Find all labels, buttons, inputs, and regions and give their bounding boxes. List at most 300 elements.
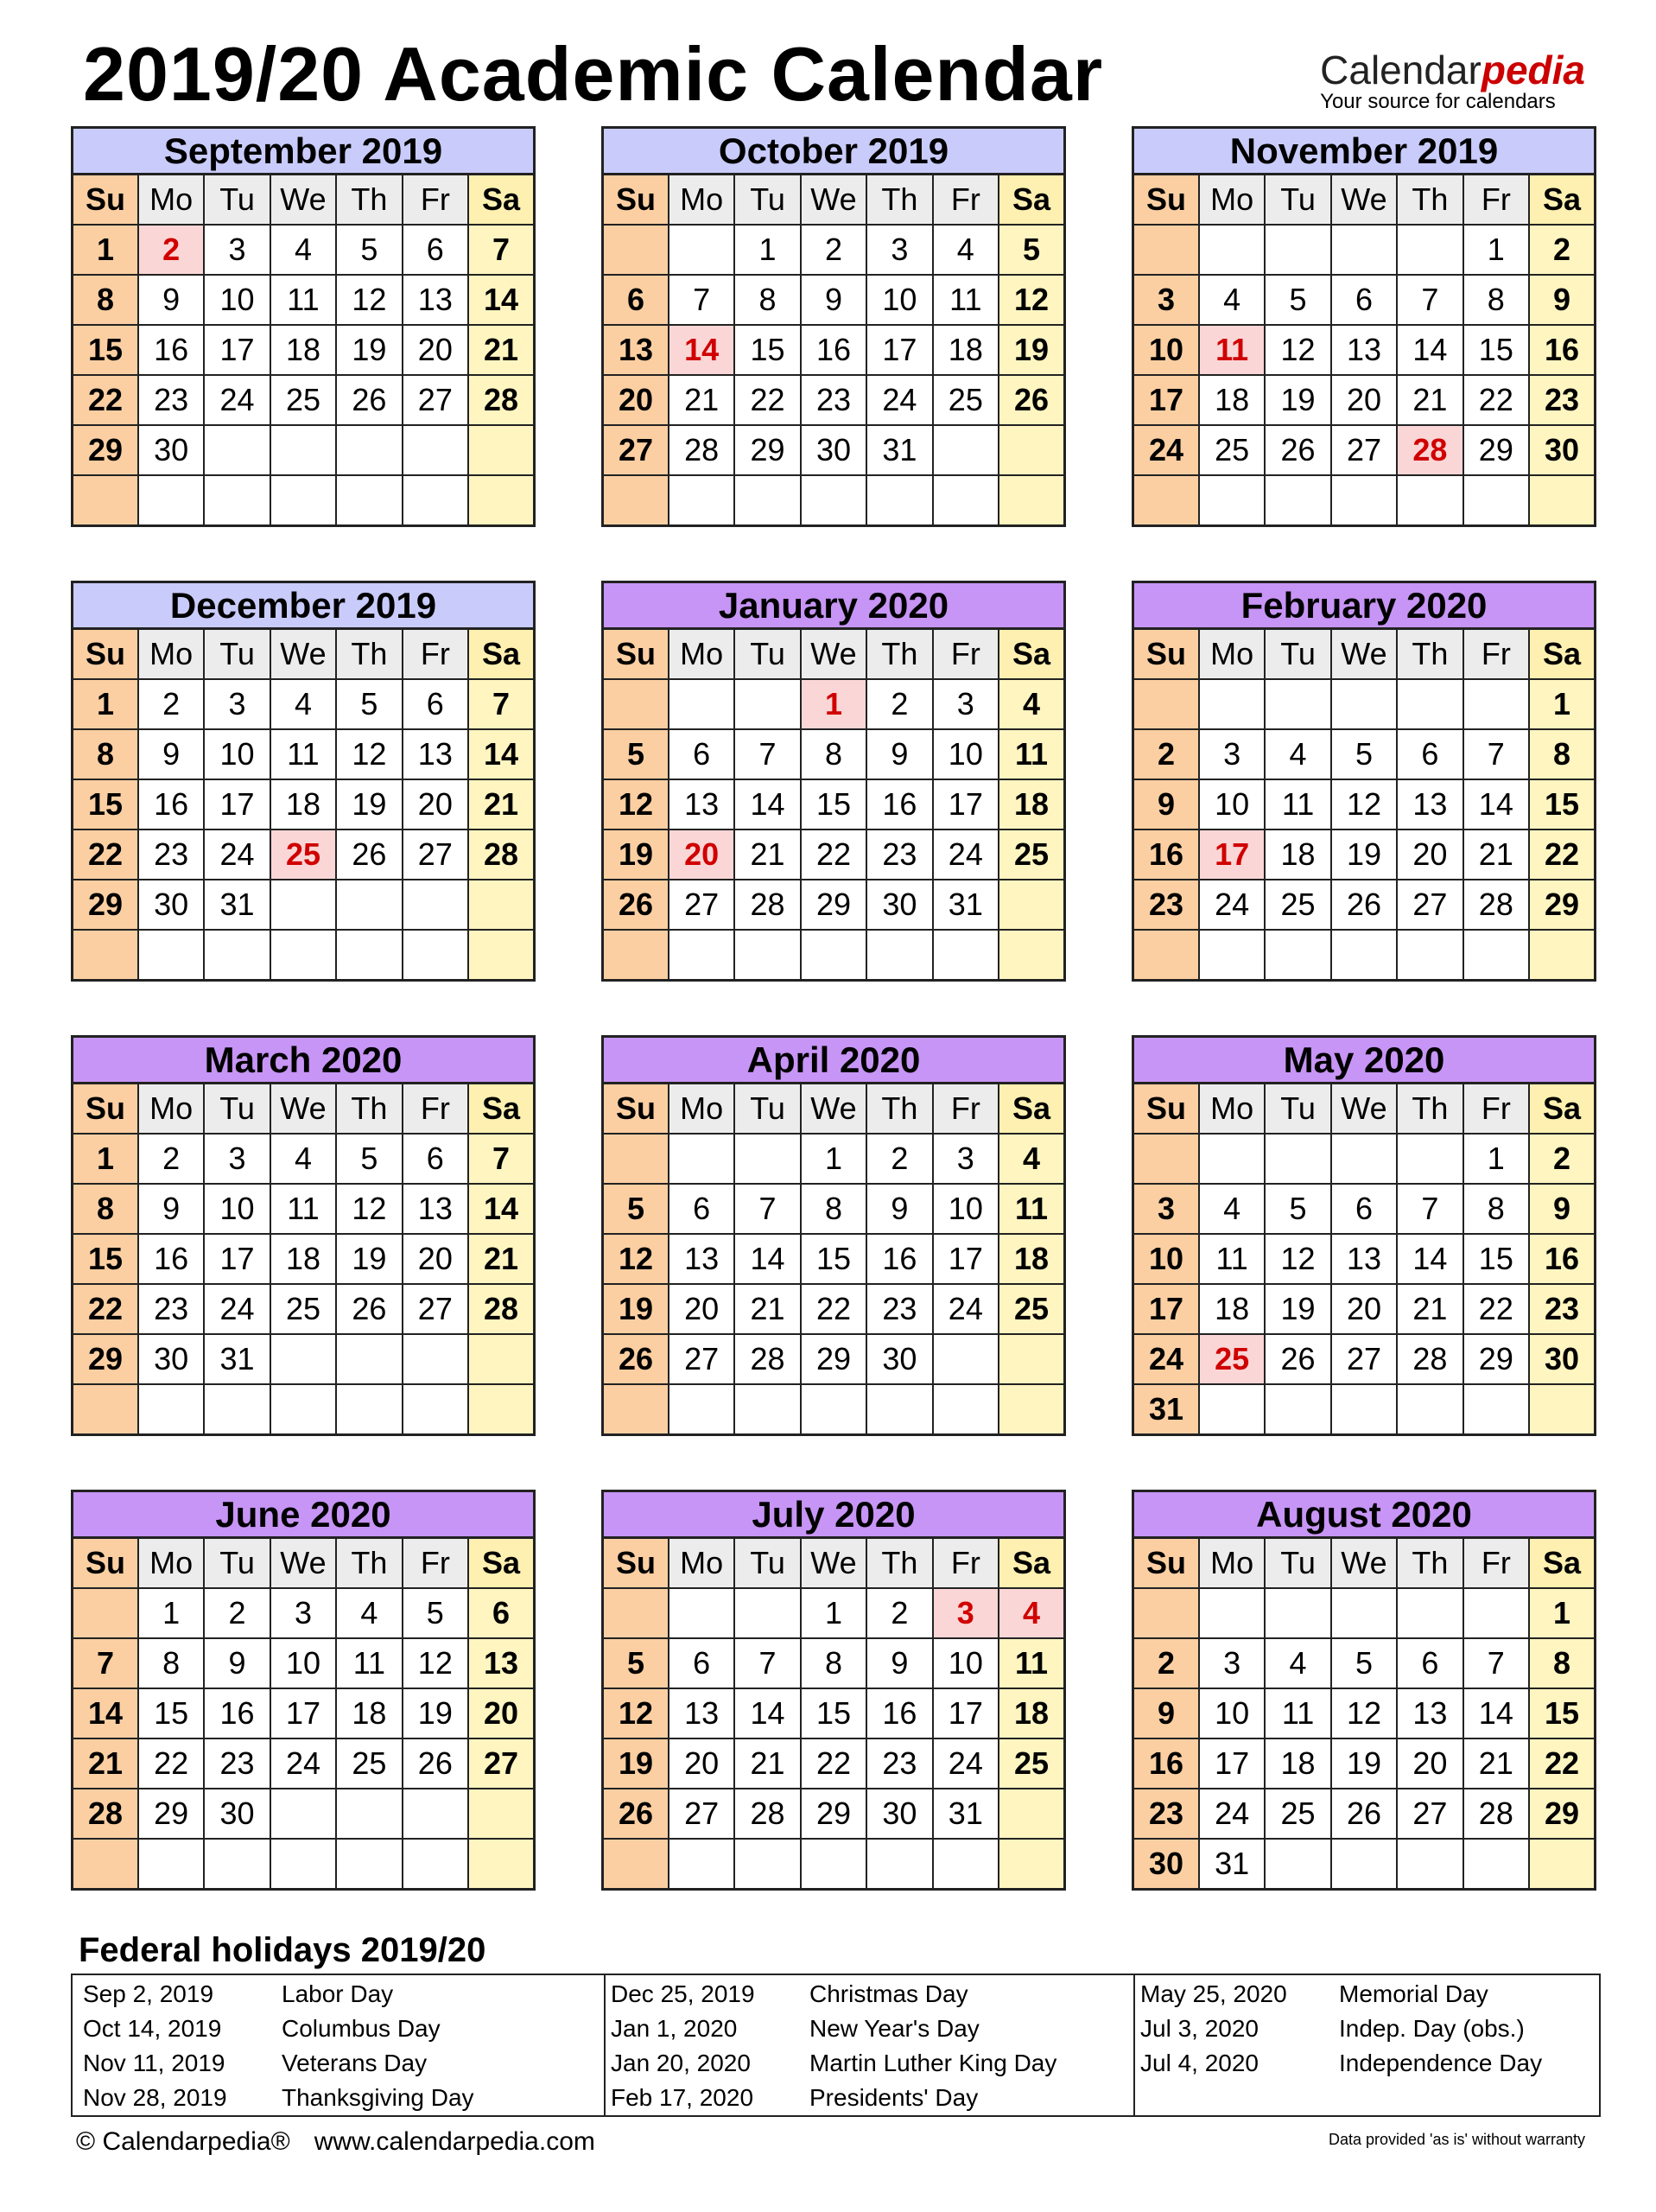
day-cell: 8 (73, 729, 138, 779)
weekday-header: Tu (734, 1538, 800, 1589)
week-row (73, 325, 535, 375)
weekday-header: Fr (403, 175, 468, 226)
day-cell: 16 (1133, 830, 1199, 880)
holiday-row (78, 2081, 562, 2115)
weekday-header-row (73, 1084, 535, 1135)
empty-cell (866, 475, 932, 526)
day-cell: 13 (403, 729, 468, 779)
empty-cell (669, 1384, 734, 1435)
weekday-header: Fr (1463, 175, 1529, 226)
brand-name: Calendarpedia (1320, 48, 1585, 92)
weekday-header-row (1133, 1084, 1596, 1135)
empty-cell (669, 1839, 734, 1890)
day-cell: 1 (801, 1134, 866, 1184)
day-cell: 5 (999, 225, 1064, 275)
empty-cell (999, 1839, 1064, 1890)
day-cell: 17 (204, 779, 270, 830)
empty-cell (603, 1588, 669, 1638)
empty-cell (1397, 1134, 1462, 1184)
month-title: December 2019 (71, 581, 536, 630)
week-row (603, 729, 1065, 779)
holiday-name: Thanksgiving Day (282, 2084, 474, 2111)
week-row (603, 679, 1065, 729)
day-cell: 15 (1529, 779, 1595, 830)
empty-cell (270, 1789, 336, 1839)
empty-cell (204, 475, 270, 526)
empty-cell (1199, 1384, 1265, 1435)
day-cell: 10 (933, 1184, 999, 1234)
day-cell: 15 (138, 1688, 204, 1738)
day-cell: 19 (336, 1234, 402, 1284)
holiday-name: Independence Day (1339, 2050, 1543, 2076)
empty-cell (403, 475, 468, 526)
day-cell: 28 (73, 1789, 138, 1839)
month-calendar (71, 581, 536, 982)
day-cell: 2 (801, 225, 866, 275)
day-cell: 27 (669, 1789, 734, 1839)
week-row (603, 1234, 1065, 1284)
day-cell: 17 (204, 325, 270, 375)
empty-cell (1331, 1384, 1397, 1435)
day-cell: 21 (468, 779, 534, 830)
day-cell: 28 (1463, 1789, 1529, 1839)
day-cell: 31 (1133, 1384, 1199, 1435)
day-cell: 5 (1265, 1184, 1330, 1234)
day-cell: 14 (1397, 325, 1462, 375)
day-cell: 29 (1529, 880, 1595, 930)
week-row (1133, 425, 1596, 475)
day-cell: 7 (669, 275, 734, 325)
website-link[interactable]: www.calendarpedia.com (314, 2127, 595, 2156)
day-cell: 9 (1133, 1688, 1199, 1738)
day-cell: 7 (468, 1134, 534, 1184)
weekday-header-row (1133, 629, 1596, 680)
empty-cell (801, 475, 866, 526)
day-cell: 18 (1199, 375, 1265, 425)
day-cell: 5 (1331, 729, 1397, 779)
holiday-row (78, 2046, 562, 2081)
day-cell: 9 (866, 1184, 932, 1234)
day-cell: 8 (73, 275, 138, 325)
day-cell: 10 (1133, 1234, 1199, 1284)
week-row (603, 1334, 1065, 1384)
day-cell: 15 (73, 779, 138, 830)
weekday-header: Su (603, 629, 669, 680)
day-cell: 5 (1265, 275, 1330, 325)
day-cell: 4 (999, 679, 1064, 729)
day-cell: 22 (801, 830, 866, 880)
empty-cell (270, 1384, 336, 1435)
month-title: June 2020 (71, 1490, 536, 1539)
empty-cell (403, 880, 468, 930)
day-cell: 29 (1529, 1789, 1595, 1839)
day-cell: 6 (603, 275, 669, 325)
day-cell: 6 (403, 1134, 468, 1184)
month-table (1132, 173, 1596, 527)
day-cell: 11 (270, 1184, 336, 1234)
day-cell: 2 (1133, 729, 1199, 779)
week-row (603, 225, 1065, 275)
empty-cell (138, 930, 204, 981)
day-cell: 17 (866, 325, 932, 375)
weekday-header: Tu (204, 629, 270, 680)
weekday-header: Mo (669, 1538, 734, 1589)
day-cell: 18 (999, 1688, 1064, 1738)
day-cell: 15 (801, 779, 866, 830)
day-cell: 21 (468, 325, 534, 375)
day-cell: 29 (801, 1334, 866, 1384)
month-title: September 2019 (71, 126, 536, 175)
day-cell: 16 (138, 779, 204, 830)
month-table (601, 173, 1066, 527)
day-cell: 17 (270, 1688, 336, 1738)
empty-cell (999, 1384, 1064, 1435)
empty-cell (734, 1588, 800, 1638)
empty-cell (1397, 475, 1462, 526)
day-cell: 19 (336, 779, 402, 830)
day-cell: 29 (734, 425, 800, 475)
day-cell: 24 (933, 830, 999, 880)
day-cell: 19 (403, 1688, 468, 1738)
weekday-header: Mo (1199, 629, 1265, 680)
empty-cell (603, 225, 669, 275)
weekday-header: Th (336, 175, 402, 226)
empty-cell (1133, 225, 1199, 275)
day-cell: 9 (138, 729, 204, 779)
weekday-header: We (801, 175, 866, 226)
week-row (1133, 1738, 1596, 1789)
day-cell: 30 (866, 1789, 932, 1839)
weekday-header: Su (603, 1084, 669, 1135)
month-calendar (71, 1490, 536, 1891)
holiday-name: Labor Day (282, 1980, 394, 2007)
week-row (73, 475, 535, 526)
empty-cell (999, 1789, 1064, 1839)
day-cell: 25 (270, 1284, 336, 1334)
holiday-date: Feb 17, 2020 (611, 2084, 754, 2111)
day-cell: 5 (336, 1134, 402, 1184)
week-row (603, 275, 1065, 325)
day-cell: 11 (999, 1184, 1064, 1234)
day-cell: 26 (336, 1284, 402, 1334)
day-cell: 12 (1265, 1234, 1330, 1284)
day-cell: 16 (138, 1234, 204, 1284)
holiday-name: Columbus Day (282, 2015, 441, 2042)
week-row (73, 425, 535, 475)
day-cell: 23 (866, 830, 932, 880)
day-cell: 6 (1397, 1638, 1462, 1688)
week-row (603, 1284, 1065, 1334)
day-cell: 21 (73, 1738, 138, 1789)
day-cell: 4 (1265, 729, 1330, 779)
day-cell: 3 (1133, 275, 1199, 325)
day-cell: 22 (138, 1738, 204, 1789)
day-cell: 23 (1133, 1789, 1199, 1839)
day-cell: 6 (1331, 1184, 1397, 1234)
empty-cell (933, 930, 999, 981)
day-cell: 24 (204, 830, 270, 880)
day-cell: 18 (270, 1234, 336, 1284)
empty-cell (1397, 679, 1462, 729)
day-cell: 8 (801, 1184, 866, 1234)
day-cell: 24 (1133, 1334, 1199, 1384)
day-cell: 28 (734, 1334, 800, 1384)
day-cell: 27 (468, 1738, 534, 1789)
empty-cell (603, 679, 669, 729)
empty-cell (336, 930, 402, 981)
weekday-header: Fr (1463, 1538, 1529, 1589)
day-cell: 9 (801, 275, 866, 325)
week-row (603, 830, 1065, 880)
day-cell: 22 (1463, 1284, 1529, 1334)
day-cell: 29 (1463, 1334, 1529, 1384)
month-title: August 2020 (1132, 1490, 1596, 1539)
weekday-header: Fr (403, 1538, 468, 1589)
day-cell: 19 (999, 325, 1064, 375)
day-cell: 8 (734, 275, 800, 325)
empty-cell (1463, 930, 1529, 981)
day-cell: 24 (204, 375, 270, 425)
day-cell: 2 (866, 1588, 932, 1638)
weekday-header: Th (866, 175, 932, 226)
empty-cell (669, 1134, 734, 1184)
day-cell: 22 (734, 375, 800, 425)
day-cell: 24 (1199, 1789, 1265, 1839)
empty-cell (468, 880, 534, 930)
week-row (1133, 1234, 1596, 1284)
weekday-header: Sa (999, 175, 1064, 226)
day-cell: 2 (138, 679, 204, 729)
day-cell: 2 (1133, 1638, 1199, 1688)
empty-cell (1199, 225, 1265, 275)
week-row (73, 1789, 535, 1839)
week-row (73, 830, 535, 880)
day-cell: 2 (138, 225, 204, 275)
day-cell: 14 (669, 325, 734, 375)
day-cell: 15 (1463, 1234, 1529, 1284)
empty-cell (734, 679, 800, 729)
day-cell: 14 (1397, 1234, 1462, 1284)
day-cell: 17 (1199, 1738, 1265, 1789)
week-row (1133, 325, 1596, 375)
day-cell: 28 (1397, 1334, 1462, 1384)
empty-cell (734, 1384, 800, 1435)
day-cell: 27 (669, 880, 734, 930)
weekday-header: Sa (468, 629, 534, 680)
empty-cell (999, 475, 1064, 526)
week-row (73, 1384, 535, 1435)
week-row (1133, 880, 1596, 930)
day-cell: 20 (669, 1284, 734, 1334)
week-row (73, 1688, 535, 1738)
day-cell: 12 (1265, 325, 1330, 375)
week-row (73, 930, 535, 981)
day-cell: 9 (138, 275, 204, 325)
weekday-header: We (801, 629, 866, 680)
month-table (71, 1082, 536, 1436)
weekday-header: Tu (204, 1538, 270, 1589)
weekday-header: Mo (138, 1084, 204, 1135)
week-row (1133, 275, 1596, 325)
day-cell: 19 (1331, 830, 1397, 880)
day-cell: 29 (801, 880, 866, 930)
empty-cell (204, 930, 270, 981)
weekday-header: Su (73, 629, 138, 680)
day-cell: 10 (204, 1184, 270, 1234)
day-cell: 16 (866, 1234, 932, 1284)
federal-holidays-title: Federal holidays 2019/20 (79, 1931, 486, 1969)
weekday-header: Mo (1199, 1538, 1265, 1589)
day-cell: 16 (801, 325, 866, 375)
day-cell: 25 (1265, 880, 1330, 930)
day-cell: 14 (468, 275, 534, 325)
day-cell: 19 (1265, 1284, 1330, 1334)
day-cell: 20 (468, 1688, 534, 1738)
day-cell: 12 (603, 1688, 669, 1738)
day-cell: 3 (1199, 729, 1265, 779)
empty-cell (270, 475, 336, 526)
holiday-date: Dec 25, 2019 (611, 1980, 755, 2007)
weekday-header: Th (1397, 1538, 1462, 1589)
weekday-header-row (73, 629, 535, 680)
day-cell: 19 (603, 1284, 669, 1334)
day-cell: 17 (933, 1234, 999, 1284)
holiday-date: May 25, 2020 (1140, 1980, 1287, 2007)
empty-cell (1331, 1134, 1397, 1184)
day-cell: 28 (734, 1789, 800, 1839)
day-cell: 26 (1265, 1334, 1330, 1384)
day-cell: 20 (403, 325, 468, 375)
empty-cell (1463, 475, 1529, 526)
empty-cell (999, 880, 1064, 930)
empty-cell (1463, 1384, 1529, 1435)
day-cell: 11 (1199, 1234, 1265, 1284)
weekday-header-row (73, 1538, 535, 1589)
empty-cell (468, 1334, 534, 1384)
day-cell: 17 (933, 1688, 999, 1738)
empty-cell (1529, 930, 1595, 981)
month-title: January 2020 (601, 581, 1066, 630)
day-cell: 21 (734, 1738, 800, 1789)
week-row (73, 1134, 535, 1184)
day-cell: 24 (933, 1738, 999, 1789)
day-cell: 3 (1133, 1184, 1199, 1234)
week-row (73, 1234, 535, 1284)
day-cell: 10 (866, 275, 932, 325)
day-cell: 1 (73, 225, 138, 275)
week-row (603, 1688, 1065, 1738)
holiday-row (78, 2012, 562, 2046)
day-cell: 27 (1397, 1789, 1462, 1839)
day-cell: 24 (866, 375, 932, 425)
day-cell: 10 (933, 1638, 999, 1688)
day-cell: 26 (403, 1738, 468, 1789)
week-row (1133, 1688, 1596, 1738)
day-cell: 24 (1133, 425, 1199, 475)
empty-cell (1265, 475, 1330, 526)
weekday-header-row (603, 629, 1065, 680)
day-cell: 26 (999, 375, 1064, 425)
weekday-header: Mo (1199, 1084, 1265, 1135)
week-row (603, 1384, 1065, 1435)
day-cell: 3 (204, 679, 270, 729)
weekday-header: Mo (669, 175, 734, 226)
empty-cell (336, 1789, 402, 1839)
day-cell: 11 (933, 275, 999, 325)
empty-cell (1397, 225, 1462, 275)
weekday-header: Su (603, 175, 669, 226)
week-row (73, 275, 535, 325)
empty-cell (1397, 1839, 1462, 1890)
week-row (73, 880, 535, 930)
day-cell: 30 (866, 880, 932, 930)
day-cell: 3 (933, 1134, 999, 1184)
weekday-header: Sa (1529, 175, 1595, 226)
month-calendar (71, 1035, 536, 1436)
week-row (1133, 1384, 1596, 1435)
day-cell: 28 (468, 375, 534, 425)
empty-cell (1133, 1134, 1199, 1184)
empty-cell (866, 1839, 932, 1890)
holiday-row (606, 1977, 1089, 2012)
weekday-header: Mo (138, 175, 204, 226)
weekday-header-row (603, 1084, 1065, 1135)
day-cell: 4 (270, 225, 336, 275)
holiday-name: Martin Luther King Day (809, 2050, 1057, 2076)
day-cell: 31 (933, 880, 999, 930)
day-cell: 13 (669, 779, 734, 830)
empty-cell (468, 1839, 534, 1890)
day-cell: 2 (1529, 225, 1595, 275)
month-table (1132, 627, 1596, 982)
weekday-header: Tu (204, 1084, 270, 1135)
empty-cell (336, 1384, 402, 1435)
empty-cell (1265, 1588, 1330, 1638)
day-cell: 18 (270, 325, 336, 375)
day-cell: 7 (1397, 275, 1462, 325)
month-table (71, 627, 536, 982)
empty-cell (1199, 679, 1265, 729)
day-cell: 27 (603, 425, 669, 475)
empty-cell (403, 1334, 468, 1384)
empty-cell (669, 225, 734, 275)
empty-cell (1463, 1588, 1529, 1638)
day-cell: 9 (866, 1638, 932, 1688)
day-cell: 4 (1265, 1638, 1330, 1688)
day-cell: 26 (1265, 425, 1330, 475)
day-cell: 23 (801, 375, 866, 425)
empty-cell (270, 425, 336, 475)
week-row (1133, 1588, 1596, 1638)
weekday-header: Su (73, 1084, 138, 1135)
empty-cell (1199, 1134, 1265, 1184)
day-cell: 12 (336, 1184, 402, 1234)
weekday-header: Su (73, 1538, 138, 1589)
weekday-header: Tu (734, 1084, 800, 1135)
day-cell: 25 (999, 830, 1064, 880)
day-cell: 1 (1463, 225, 1529, 275)
day-cell: 23 (138, 830, 204, 880)
day-cell: 30 (1529, 1334, 1595, 1384)
week-row (1133, 225, 1596, 275)
day-cell: 20 (669, 830, 734, 880)
empty-cell (270, 880, 336, 930)
empty-cell (73, 1384, 138, 1435)
holiday-name: Veterans Day (282, 2050, 428, 2076)
day-cell: 6 (1397, 729, 1462, 779)
day-cell: 13 (403, 1184, 468, 1234)
week-row (603, 779, 1065, 830)
